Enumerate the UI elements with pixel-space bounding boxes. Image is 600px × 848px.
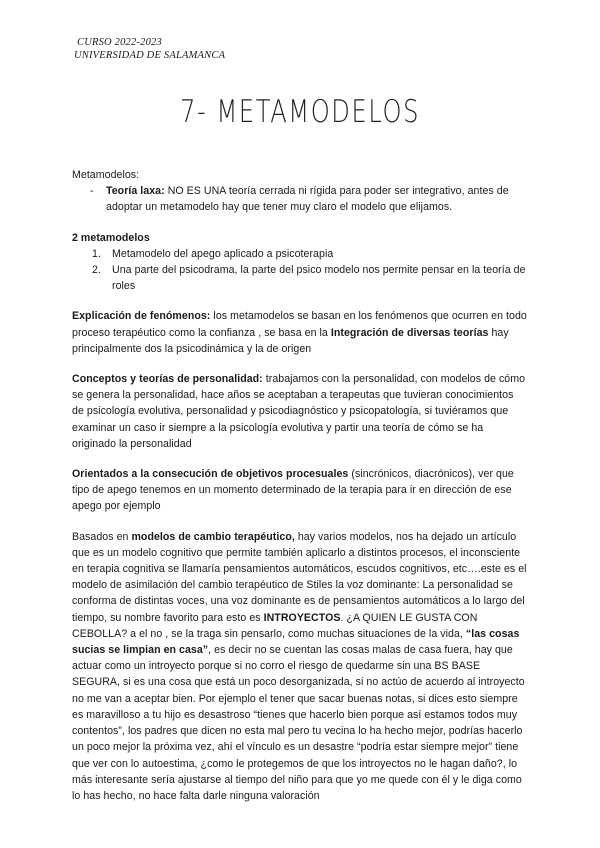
- list-number: 1.: [92, 247, 101, 260]
- list-number: 2.: [92, 264, 101, 277]
- university-label: UNIVERSIDAD DE SALAMANCA: [74, 50, 226, 61]
- bullet-mark: -: [90, 185, 94, 198]
- document-header: [74, 36, 225, 62]
- list-item: [72, 183, 528, 215]
- list-item: [72, 246, 528, 262]
- section-heading: 2 metamodelos: [72, 231, 150, 244]
- document-body: [72, 167, 528, 804]
- page-title: 7- METAMODELOS: [180, 94, 420, 130]
- paragraph-phenomena: Explicación de fenómenos: los metamodelos se basan en los fenómenos que ocurren en todo proceso terapéutico como la confianza , se basa en la Integración de diversas teorías hay principalmente dos la psicodinámica y la de origen: [72, 310, 527, 355]
- course-label: CURSO 2022-2023: [77, 37, 162, 48]
- intro-label: Metamodelos:: [72, 169, 140, 181]
- bullet-term: Teoría laxa:: [106, 185, 165, 198]
- bullet-text: NO ES UNA teoría cerrada ni rígida para poder ser integrativo, antes de adoptar un metamodelo hay que tener muy claro el modelo que elijamos.: [106, 185, 509, 214]
- list-text: Metamodelo del apego aplicado a psicoterapia: [112, 247, 334, 260]
- paragraph-change: Basados en modelos de cambio terapéutico, hay varios modelos, nos ha dejado un artículo que es un modelo cognitivo que permite también aplicarlo a distintos procesos, el inconsciente en terapia cognitiva se llamaría pensamientos automáticos, escudos cognitivos, etc….este es el modelo de asimilación del cambio terapéutico de Stiles la voz dominante: La personalidad se conforma de distintas voces, una voz dominante es de pensamientos automáticos a lo largo del tiempo, su nombre favorito para esto es INTROYECTOS. ¿A QUIEN LE GUSTA CON CEBOLLA? a el no , se la traga sin pensarlo, como muchas situaciones de la vida, “las cosas sucias se limpian en casa”, es decir no se cuentan las cosas malas de casa fuera, hay que actuar como un introyecto porque si no corro el riesgo de quedarme sin una BS BASE SEGURA, si es una cosa que está un poco desorganizada, si no actúo de acuerdo al introyecto no me van a aceptar bien. Por ejemplo el tener que sacar buenas notas, si dices esto siempre es maravilloso a tu hijo es desastroso “tienes que hacerlo bien porque así estamos todos muy contentos”, los padres que dicen no esta mal pero tu vecina lo ha hecho mejor, podrías hacerlo un poco mejor la próxima vez, ahí el vínculo es un desastre “podría estar siempre mejor” tiene que ver con lo autoestima, ¿como le protegemos de que los introyectos no le hagan daño?, lo más interesante sería ajustarse al tiempo del niño para que yo me quede con él y le diga como lo has hecho, no hace falta darle ninguna valoración: [72, 530, 527, 802]
- paragraph-objectives: Orientados a la consecución de objetivos procesuales (sincrónicos, diacrónicos), ver que tipo de apego tenemos en un momento determinado de la terapia para ir en dirección de ese apego por ejemplo: [72, 468, 514, 513]
- paragraph-personality: Conceptos y teorías de personalidad: trabajamos con la personalidad, con modelos de cómo se genera la personalidad, hace años se aceptaban a terapeutas que tuvieran conocimientos de psicología evolutiva, personalidad y psicodiagnóstico y psicopatología, si tuviéramos que examinar un caso ir siempre a la psicología evolutiva y partir una teoría de cómo se ha originado la personalidad: [72, 373, 526, 450]
- list-text: Una parte del psicodrama, la parte del psico modelo nos permite pensar en la teoría de roles: [112, 264, 526, 293]
- list-item: [72, 262, 528, 294]
